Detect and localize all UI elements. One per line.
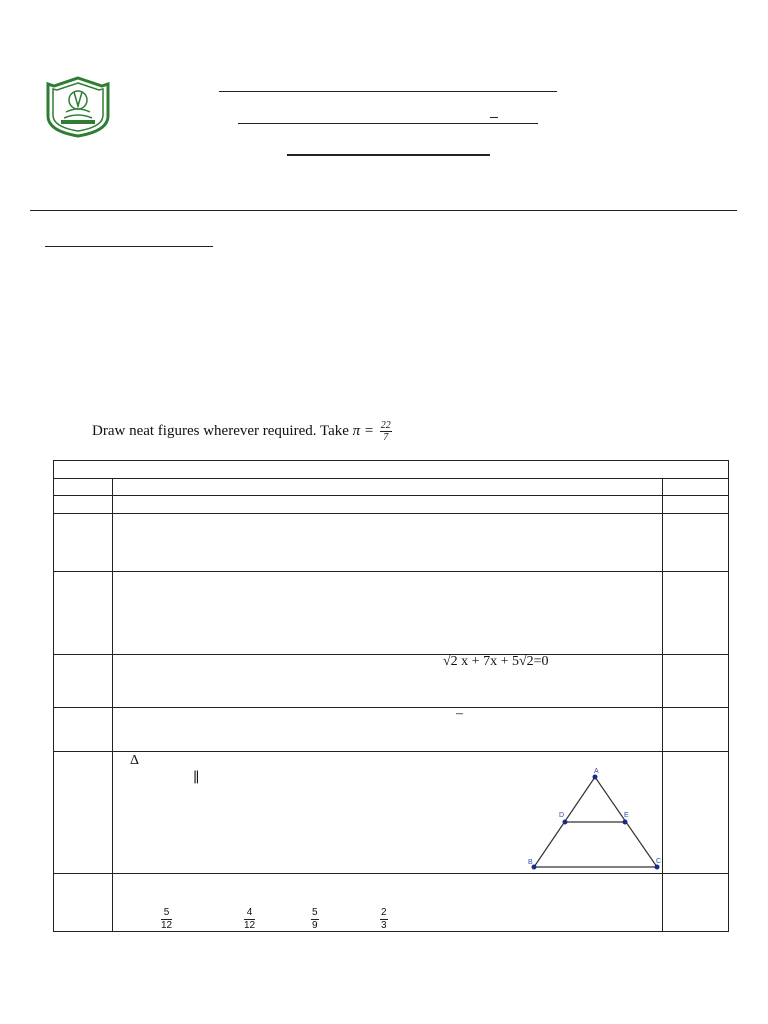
table-row-question [112, 514, 662, 572]
table-row-qno [54, 514, 113, 572]
table-row-marks [663, 496, 729, 514]
table-row-marks [663, 708, 729, 752]
table-row-marks [663, 514, 729, 572]
section-rule [45, 246, 213, 247]
table-row-marks [663, 655, 729, 708]
table-row-qno [54, 752, 113, 874]
table-row-question [112, 572, 662, 655]
table-row-qno [54, 655, 113, 708]
option-1-denominator: 12 [161, 920, 173, 931]
option-fraction-4 [380, 907, 388, 932]
header-rule-2 [238, 123, 538, 124]
table-row-question [112, 708, 662, 752]
option-fraction-3 [311, 907, 319, 932]
table-row-marks [663, 752, 729, 874]
point-c [655, 865, 660, 870]
option-1-numerator: 5 [161, 907, 172, 920]
section-header-row [54, 461, 729, 479]
label-e: E [624, 812, 629, 819]
quadratic-equation: √2 x + 7x + 5√2=0 [443, 654, 549, 669]
table-row-question [112, 496, 662, 514]
option-fraction-1 [161, 907, 172, 932]
table-row-qno [54, 572, 113, 655]
table-row-marks [663, 572, 729, 655]
header-rule-1 [219, 91, 557, 92]
pi-symbol: π = [352, 422, 375, 439]
option-4-numerator: 2 [381, 907, 387, 918]
pi-numerator: 22 [380, 420, 391, 431]
label-d: D [559, 812, 565, 819]
pi-fraction [380, 420, 392, 443]
point-a [593, 775, 598, 780]
label-c: C [656, 858, 662, 865]
instruction-text: Draw neat figures wherever required. Take [92, 422, 349, 439]
table-row-qno [54, 496, 113, 514]
option-2-numerator: 4 [244, 907, 255, 920]
header-rule-dash [490, 117, 498, 118]
table-row-qno [54, 708, 113, 752]
header-qno-cell [54, 479, 113, 496]
option-2-denominator: 12 [244, 920, 256, 931]
page-divider [30, 210, 737, 211]
general-instruction [92, 420, 392, 443]
header-rule-3 [287, 154, 490, 156]
school-logo-icon [44, 76, 112, 138]
table-row-question [112, 655, 662, 708]
point-d [563, 820, 568, 825]
parallel-symbol: ∥ [193, 771, 200, 786]
pi-denominator: 7 [383, 432, 389, 443]
header-marks-cell [663, 479, 729, 496]
label-b: B [528, 859, 533, 866]
header-question-cell [112, 479, 662, 496]
point-e [623, 820, 628, 825]
option-fraction-2 [244, 907, 255, 932]
option-3-denominator: 9 [312, 920, 318, 931]
triangle-symbol: Δ [130, 753, 140, 768]
label-a: A [594, 768, 599, 775]
table-row-marks [663, 874, 729, 932]
triangle-figure [527, 766, 665, 874]
option-3-numerator: 5 [312, 907, 318, 918]
option-4-denominator: 3 [381, 920, 387, 931]
overline-mark: – [456, 706, 463, 721]
table-row-qno [54, 874, 113, 932]
